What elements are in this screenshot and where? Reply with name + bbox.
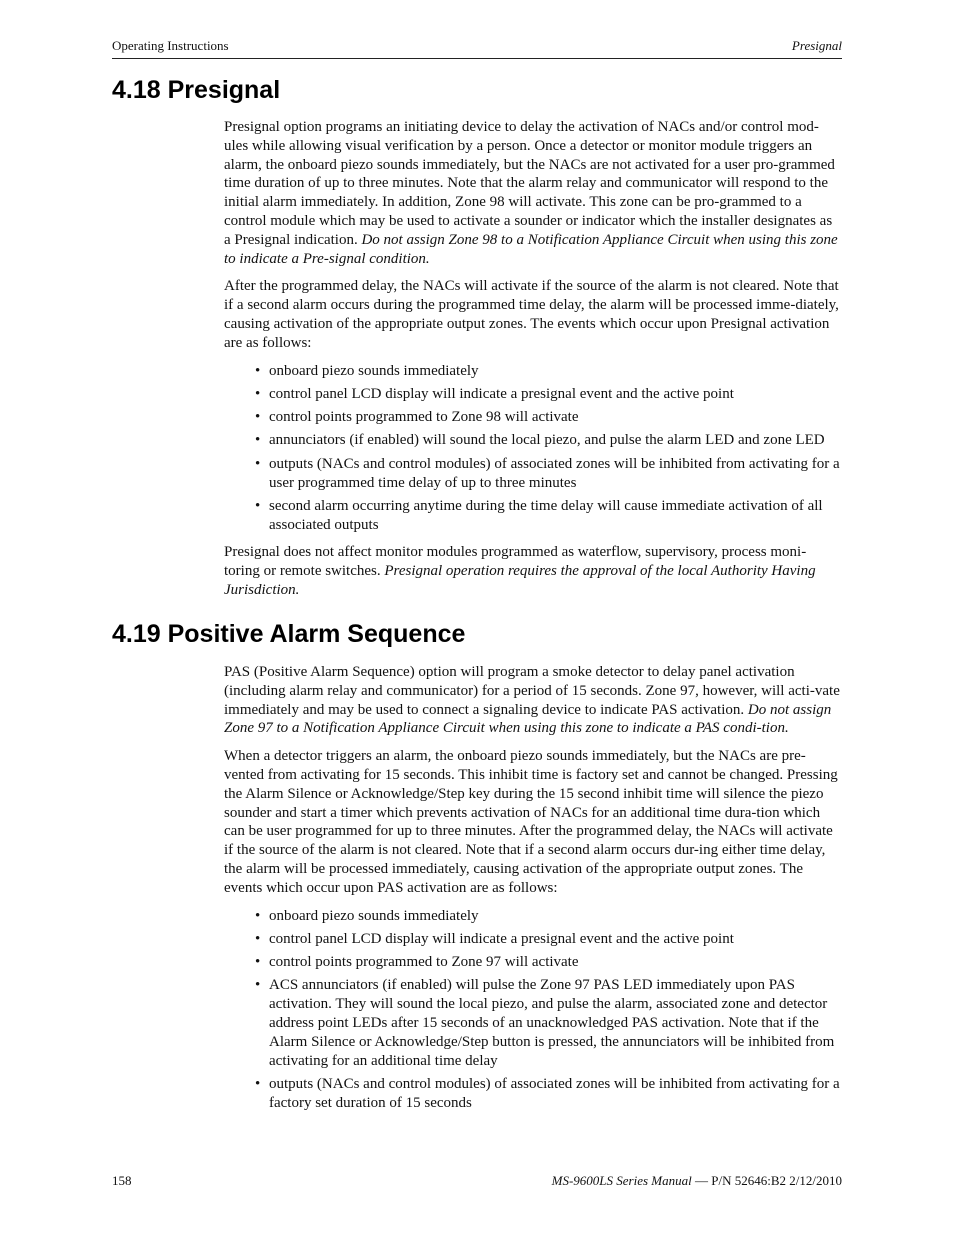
manual-reference <box>552 1173 842 1189</box>
list-item-text: control panel LCD display will indicate a presignal event and the active point <box>269 385 734 402</box>
list-item <box>224 431 842 450</box>
manual-title: MS-9600LS Series Manual <box>551 1173 692 1188</box>
presignal-event-list <box>224 362 842 535</box>
list-item-text: control panel LCD display will indicate a presignal event and the active point <box>269 930 734 947</box>
header-section-label: Operating Instructions <box>112 38 229 53</box>
list-item <box>224 930 842 949</box>
presignal-p3-note: Presignal operation requires the approval of the local Authority Having Jurisdiction. <box>224 563 816 599</box>
section-heading-presignal: 4.18 Presignal <box>112 76 281 104</box>
list-item-text: annunciators (if enabled) will sound the local piezo, and pulse the alarm LED and zone LED <box>269 432 825 449</box>
presignal-p1-text: Presignal option programs an initiating device to delay the activation of NACs and/or control mod-ules while allowing visual verification by a person. Once a detector or monitor module triggers an alarm, the onboard piezo sounds immediately, but the NACs are not activated for a user pro-grammed time duration of up to three minutes. Note that the alarm relay and communicator will respond to the initial alarm immediately. In addition, Zone 98 will activate. This zone can be pro-grammed to a control module which may be used to activate a sounder or indicator which the installer designates as a Presignal indication. <box>224 119 835 248</box>
pas-event-list <box>224 907 842 1113</box>
bullet-icon: • <box>255 385 261 402</box>
list-item <box>224 953 842 972</box>
bullet-icon: • <box>255 497 261 514</box>
bullet-icon: • <box>255 930 261 947</box>
presignal-p3-text: Presignal does not affect monitor modules programmed as waterflow, supervisory, process moni-toring or remote switches. <box>224 544 807 580</box>
bullet-icon: • <box>255 362 261 379</box>
presignal-paragraph-3 <box>224 543 842 599</box>
list-item <box>224 907 842 926</box>
pas-p1-note: Do not assign Zone 97 to a Notification Appliance Circuit when using this zone to indicate a PAS condi-tion. <box>224 701 832 737</box>
list-item-text: outputs (NACs and control modules) of associated zones will be inhibited from activating for a factory set duration of 15 seconds <box>269 1075 840 1111</box>
list-item <box>224 497 842 535</box>
pas-p1-text: PAS (Positive Alarm Sequence) option will program a smoke detector to delay panel activation (including alarm relay and communicator) for a period of 15 seconds. Zone 97, however, will acti-vate immediately and may be used to connect a signaling device to indicate PAS activation. <box>224 664 840 718</box>
list-item-text: ACS annunciators (if enabled) will pulse the Zone 97 PAS LED immediately upon PAS activation. They will sound the local piezo, and pulse the alarm, associated zone and detector address point LEDs after 15 seconds of an unacknowledged PAS activation. Note that if the Alarm Silence or Acknowledge/Step button is pressed, the annunciators will be inhibited from activating for an additional time delay <box>269 977 835 1069</box>
bullet-icon: • <box>255 907 261 924</box>
list-item <box>224 362 842 381</box>
bullet-icon: • <box>255 977 261 994</box>
header-topic-label: Presignal <box>791 38 842 53</box>
list-item <box>224 408 842 427</box>
presignal-paragraph-1 <box>224 118 842 268</box>
page-header <box>112 38 842 59</box>
list-item-text: outputs (NACs and control modules) of associated zones will be inhibited from activating for a user programmed time delay of up to three minutes <box>269 455 840 491</box>
bullet-icon: • <box>255 409 261 426</box>
presignal-p1-note: Do not assign Zone 98 to a Notification Appliance Circuit when using this zone to indicate a Pre-signal condition. <box>224 231 838 267</box>
pas-paragraph-1 <box>224 663 842 738</box>
bullet-icon: • <box>255 432 261 449</box>
bullet-icon: • <box>255 1075 261 1092</box>
list-item <box>224 1075 842 1113</box>
presignal-paragraph-2: After the programmed delay, the NACs will activate if the source of the alarm is not cleared. Note that if a second alarm occurs during the programmed time delay, the alarm will be processed imme-diately, causing activation of the appropriate output zones. The events which occur upon Presignal activation are as follows: <box>224 278 839 351</box>
page-number: 158 <box>112 1173 132 1188</box>
bullet-icon: • <box>255 455 261 472</box>
list-item <box>224 385 842 404</box>
section-heading-pas: 4.19 Positive Alarm Sequence <box>112 620 466 648</box>
list-item-text: onboard piezo sounds immediately <box>269 907 479 924</box>
list-item-text: onboard piezo sounds immediately <box>269 362 479 379</box>
bullet-icon: • <box>255 954 261 971</box>
list-item <box>224 455 842 493</box>
list-item-text: control points programmed to Zone 98 will activate <box>269 409 579 426</box>
list-item-text: control points programmed to Zone 97 will activate <box>269 954 579 971</box>
list-item-text: second alarm occurring anytime during the time delay will cause immediate activation of all associated outputs <box>269 497 823 533</box>
part-number: — P/N 52646:B2 2/12/2010 <box>691 1173 842 1188</box>
pas-paragraph-2: When a detector triggers an alarm, the onboard piezo sounds immediately, but the NACs are pre-vented from activating for 15 seconds. This inhibit time is factory set and cannot be changed. Pressing the Alarm Silence or Acknowledge/Step key during the 15 second inhibit time will silence the piezo sounder and start a timer which prevents activation of NACs for an additional time dura-tion which can be user programmed for up to three minutes. After the programmed delay, the NACs will activate if the source of the alarm is not cleared. Note that if a second alarm occurs dur-ing either time delay, the alarm will be processed immediately, causing activation of the appropriate output zones. The events which occur upon PAS activation are as follows: <box>224 748 838 896</box>
list-item <box>224 976 842 1070</box>
pas-body <box>224 663 842 1122</box>
presignal-body <box>224 118 842 609</box>
